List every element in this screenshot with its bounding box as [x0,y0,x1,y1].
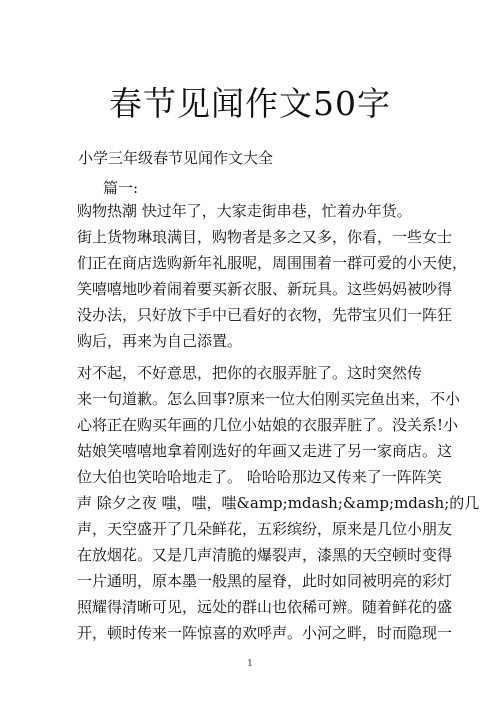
text-line: 一片通明，原本墨一般黑的屋脊，此时如同被明亮的彩灯 [77,572,453,590]
text-line: 购后，再来为自己添置。 [77,332,243,350]
text-line: 在放烟花。又是几声清脆的爆裂声，漆黑的天空顿时变得 [77,546,453,564]
text-line: 对不起，不好意思，把你的衣服弄脏了。这时突然传 [77,364,423,382]
text-line: 声 除夕之夜 嗤，嗤，嗤&amp;mdash;&amp;mdash;的几 [77,494,480,512]
text-line: 姑娘笑嘻嘻地拿着刚选好的年画又走进了另一家商店。这 [77,442,453,460]
text-line: 们正在商店选购新年礼服呢，周围围着一群可爱的小天使， [77,254,468,272]
text-line: 没办法，只好放下手中已看好的衣物，先带宝贝们一阵狂 [77,306,453,324]
document-title: 春节见闻作文50字 [109,84,391,123]
text-line: 来一句道歉。怎么回事?原来一位大伯刚买完鱼出来，不小 [77,390,461,408]
body-text [77,198,480,646]
text-line: 声，天空盛开了几朵鲜花，五彩缤纷，原来是几位小朋友 [77,520,453,538]
text-line: 位大伯也笑哈哈地走了。 哈哈哈那边又传来了一阵阵笑 [77,468,442,486]
text-line: 心将正在购买年画的几位小姑娘的衣服弄脏了。没关系!小 [77,416,459,434]
text-line: 街上货物琳琅满目，购物者是多之又多，你看，一些女士 [77,228,453,246]
text-line: 购物热潮 快过年了，大家走街串巷，忙着办年货。 [77,202,412,220]
text-line: 笑嘻嘻地吵着闹着要买新衣服、新玩具。这些妈妈被吵得 [77,280,453,298]
text-line: 开，顿时传来一阵惊喜的欢呼声。小河之畔，时而隐现一 [77,624,453,642]
page-number: 1 [247,659,253,669]
text-line: 照耀得清晰可见，远处的群山也依稀可辨。随着鲜花的盛 [77,598,453,616]
document-subtitle: 小学三年级春节见闻作文大全 [78,149,274,167]
section-label: 篇一: [103,179,139,197]
